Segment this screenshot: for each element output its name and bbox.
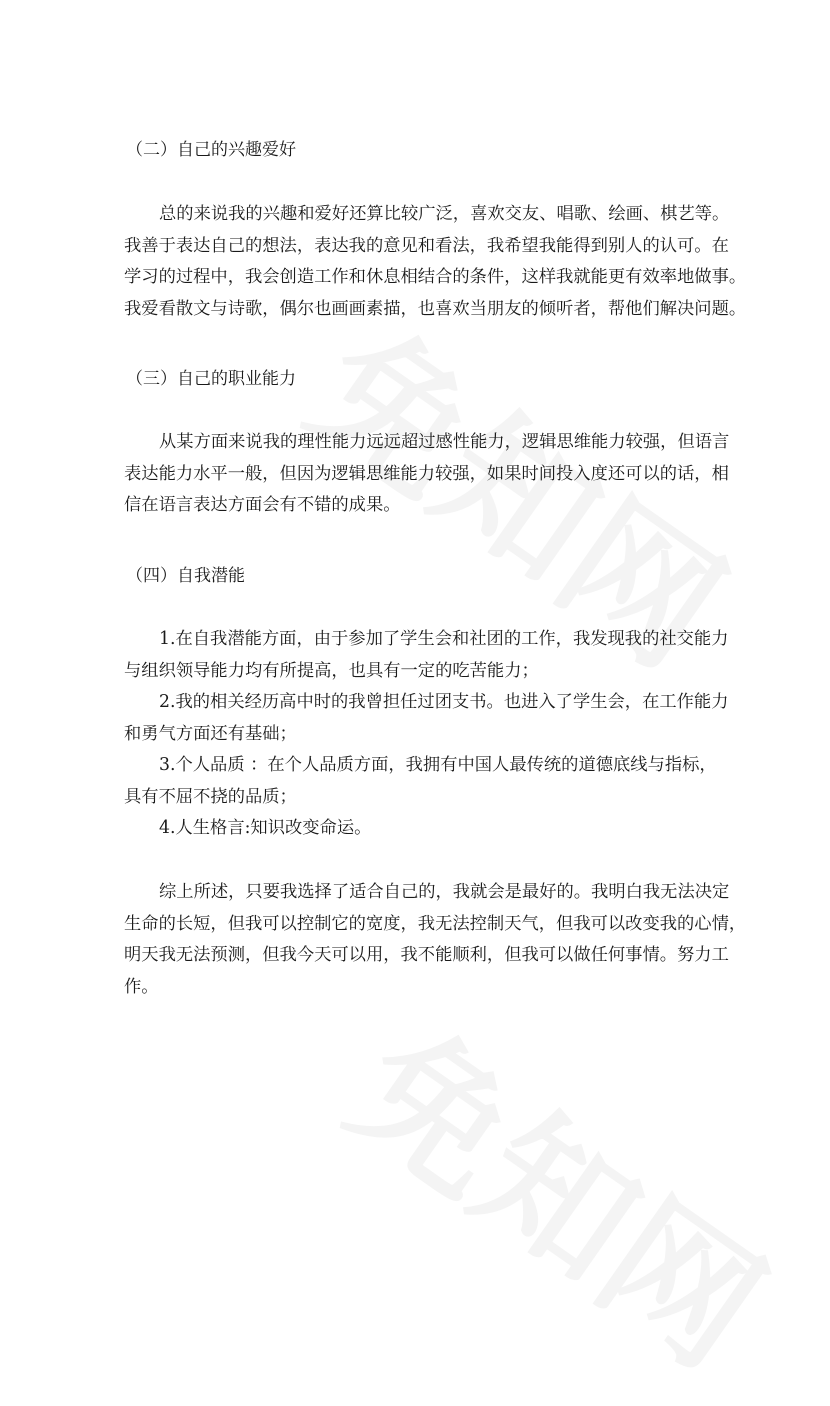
list-item: 2.我的相关经历高中时的我曾担任过团支书。也进入了学生会，在工作能力 bbox=[159, 692, 729, 712]
list-item-continuation: 与组织领导能力均有所提高，也具有一定的吃苦能力； bbox=[124, 660, 539, 681]
paragraph-line: 我善于表达自己的想法，表达我的意见和看法，我希望我能得到别人的认可。在 bbox=[124, 235, 729, 256]
watermark-bottom bbox=[319, 970, 812, 1405]
list-item-continuation: 具有不屈不挠的品质； bbox=[124, 786, 297, 807]
section-heading-potential: （四）自我潜能 bbox=[126, 566, 245, 586]
section-heading-career-ability: （三）自己的职业能力 bbox=[126, 369, 296, 389]
paragraph-line: 我爱看散文与诗歌，偶尔也画画素描，也喜欢当朋友的倾听者，帮他们解决问题。 bbox=[124, 298, 747, 319]
paragraph-line: 综上所述，只要我选择了适合自己的，我就会是最好的。我明白我无法决定 bbox=[159, 882, 730, 902]
paragraph-line: 信在语言表达方面会有不错的成果。 bbox=[124, 495, 401, 515]
list-potential bbox=[124, 624, 729, 845]
list-item: 1.在自我潜能方面，由于参加了学生会和社团的工作，我发现我的社交能力 bbox=[159, 629, 729, 649]
paragraph-line: 从某方面来说我的理性能力远远超过感性能力，逻辑思维能力较强，但语言 bbox=[159, 432, 730, 452]
paragraph-line: 生命的长短，但我可以控制它的宽度，我无法控制天气，但我可以改变我的心情， bbox=[124, 913, 747, 934]
paragraph-summary bbox=[124, 877, 747, 1003]
paragraph-line: 总的来说我的兴趣和爱好还算比较广泛，喜欢交友、唱歌、绘画、棋艺等。 bbox=[159, 204, 730, 224]
list-item-continuation: 和勇气方面还有基础； bbox=[124, 723, 297, 744]
paragraph-line: 表达能力水平一般，但因为逻辑思维能力较强，如果时间投入度还可以的话，相 bbox=[124, 463, 729, 484]
section-heading-interests: （二）自己的兴趣爱好 bbox=[126, 140, 296, 160]
paragraph-line: 作。 bbox=[124, 976, 159, 997]
paragraph-career-ability bbox=[124, 427, 730, 522]
paragraph-line: 学习的过程中，我会创造工作和休息相结合的条件，这样我就能更有效率地做事。 bbox=[124, 267, 747, 287]
paragraph-interests bbox=[124, 199, 747, 325]
paragraph-line: 明天我无法预测，但我今天可以用，我不能顺利，但我可以做任何事情。努力工 bbox=[124, 945, 729, 965]
list-item: 4.人生格言:知识改变命运。 bbox=[159, 818, 372, 838]
list-item: 3.个人品质 ：在个人品质方面，我拥有中国人最传统的道德底线与指标， bbox=[159, 755, 717, 775]
